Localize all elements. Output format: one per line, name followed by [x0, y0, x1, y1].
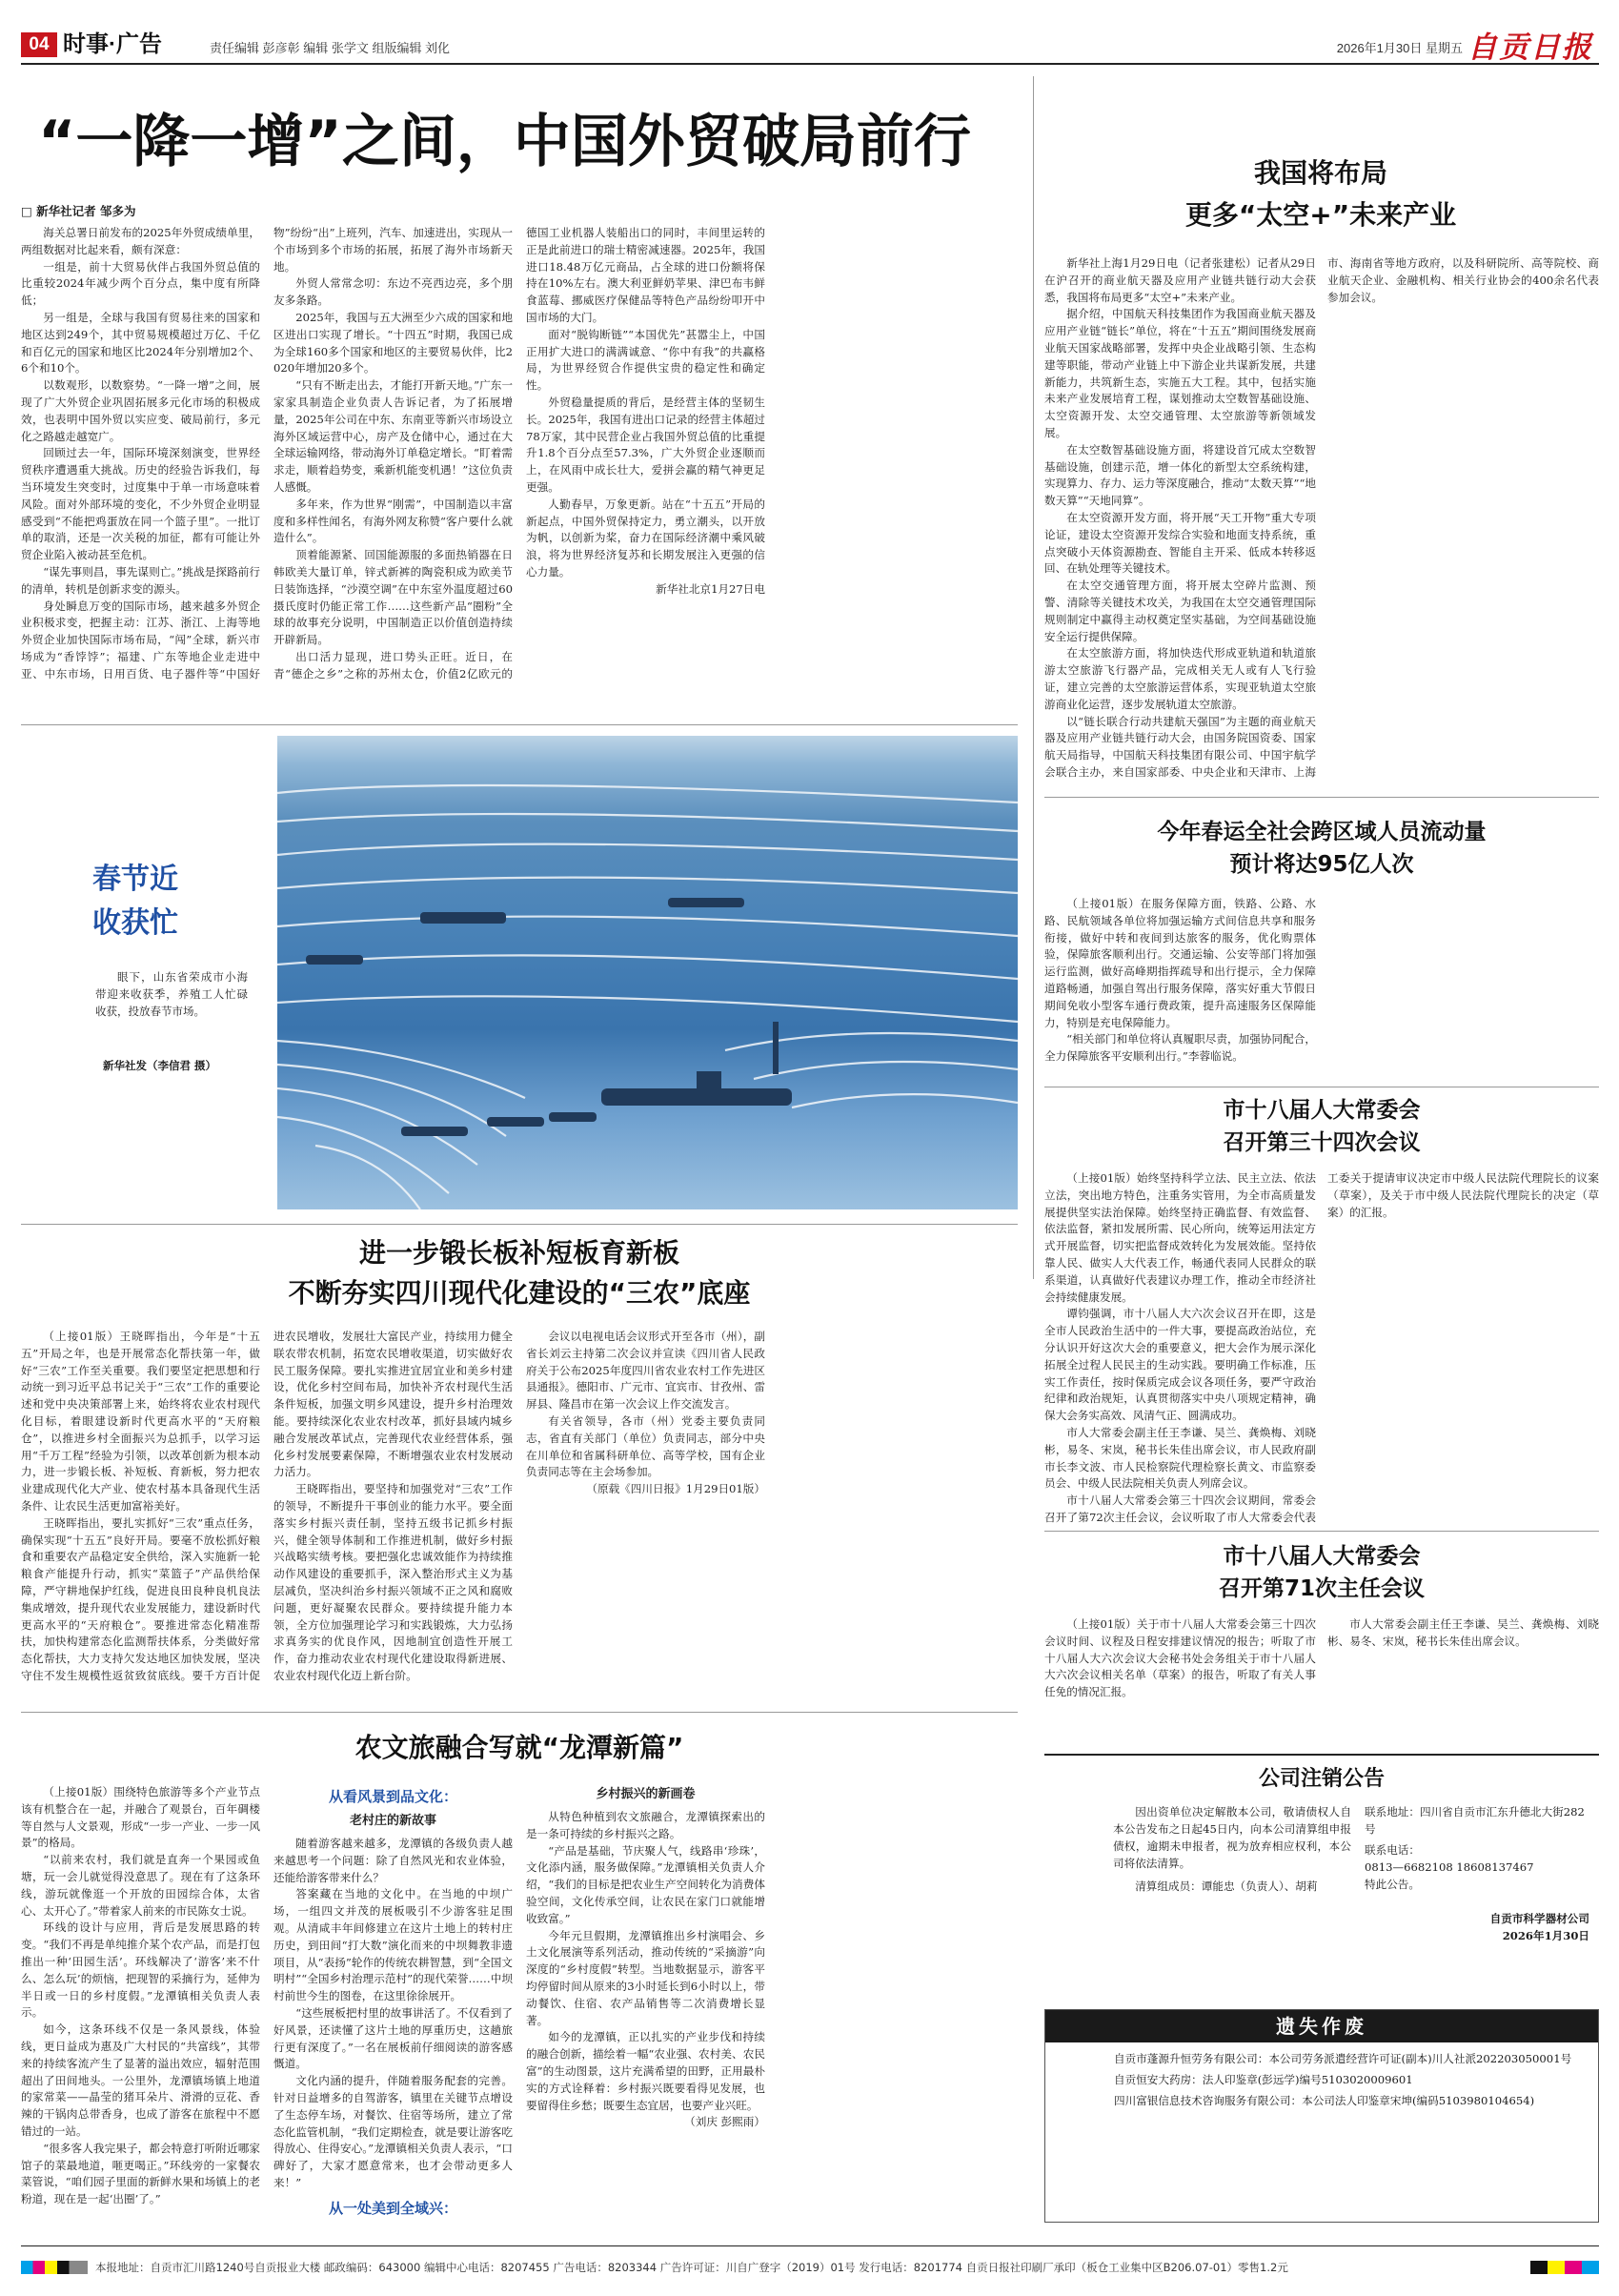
agri-body: （上接01版）王晓晖指出，今年是“十五五”开局之年，也是开展常态化帮扶第一年，做好“三农”工作至关重要。我们要坚定把思想和行动统一到习近平总书记关于“三农”工作的重要论述和党中央决策部署上来，始终将农业农村现代化目标，着眼建设新时代更高水平的“天府粮仓”，以推进乡村全面振兴为总抓手，以学习运用“千万工程”经验为引领，以改革创新为根本动力，进一步锻长板、补短板、育新板，努力把农业建成现代化大产业、使农村基本具备现代生活条件、让农民生活更加富裕美好。 王晓晖指出，要扎实抓好“三农”重点任务，确保实现“十五五”良好开局。要毫不放松抓好粮食和重要农产品稳定安全供给，深入实施新一轮粮食产能提升行动，抓实“菜篮子”产品供给保障，严守耕地保护红线，促进良田良种良机良法集成增效，提升现代农业发展能力，建设新时代更高水平的“天府粮仓”。要推进常态化精准帮扶，加快构建常态化监测帮扶体系，分类做好常态化帮扶，大力支持欠发达地区加快发展，坚决守住不发生规模性返贫致贫底线。要千方百计促进农民增收，发展壮大富民产业，持续用力健全联农带农机制，拓宽农民增收渠道，切实做好农民工服务保障。要扎实推进宜居宜业和美乡村建设，优化乡村空间布局，加快补齐农村现代生活条件短板，加强文明乡风建设，提升乡村治理效能。要持续深化农业农村改革，抓好县域内城乡融合发展改革试点，完善现代农业经营体系，强化乡村发展要素保障，不断增强农业农村发展动力活力。 王晓晖指出，要坚持和加强党对“三农”工作的领导，不断提升干事创业的能力水平。要全面落实乡村振兴责任制，坚持五级书记抓乡村振兴，健全领导体制和工作推进机制，做好乡村振兴战略实绩考核。要把强化忠诚效能作为持续推动作风建设的重要抓手，深入整治形式主义为基层减负，坚决纠治乡村振兴领域不正之风和腐败问题，更好凝聚农民群众。要持续提升能力本领，全方位加强理论学习和实践锻炼，大力弘扬求真务实的优良作风，因地制宜创造性开展工作，奋力推动农业农村现代化建设取得新进展、农业农村现代化迈上新台阶。 会议以电视电话会议形式开至各市（州），副省长刘云主持第二次会议并宣读《四川省人民政府关于公布2025年度四川省农业农村工作先进区县通报》。德阳市、广元市、宜宾市、甘孜州、雷屏县、隆昌市在第一次会议上作交流发言。 有关省领导，各市（州）党委主要负责同志，省直有关部门（单位）负责同志，部分中央在川单位和省属科研单位、高等学校，国有企业负责同志等在主会场参加。 （原载《四川日报》1月29日01版） — [21, 1330, 765, 1682]
editor-credits: 责任编辑 彭彦彰 编辑 张学文 组版编辑 刘化 — [210, 41, 451, 55]
culture-subhead-2: 从一处美到全域兴： — [328, 2199, 457, 2217]
notice-left: 因出资单位决定解散本公司，敬请债权人自本公告发布之日起45日内，向本公司清算组申报债权，逾期未申报者，视为放弃相应权利，本公司将依法清算。 清算组成员：谭能忠（负责人）、胡莉 — [1113, 1805, 1351, 1893]
culture-body: （上接01版）围绕特色旅游等多个产业节点该有机整合在一起，并融合了观景台，百年碉楼等自然与人文景观，形成“一步一产业、一步一风景”的格局。 “以前来农村，我们就是直奔一个果园或鱼塘，玩一会儿就觉得没意思了。现在有了这条环线，游玩就像逛一个开放的田园综合体，太省心、太开心了。”带着家人前来的市民陈女士说。 环线的设计与应用，背后是发展思路的转变。“我们不再是单纯推介某个农产品，而是打包推出一种‘田园生活’。环线解决了‘游客’来不什么、怎么玩’的烦恼，把现智的采摘行为，延伸为半日或一日的乡村度假。”龙潭镇相关负责人表示。 如今，这条环线不仅是一条风景线，体验线，更日益成为惠及广大村民的“共富线”，其带来的持续客流产生了显著的溢出效应，辐射范围超出了田间地头。一公里外，龙潭镇场镇上地道的家常菜——晶莹的猪耳朵片、滑滑的豆花、香辣的干锅肉总带香身，也成了游客在旅程中不愿错过的一站。 “很多客人我完果子，都会特意打听附近哪家馆子的菜最地道，咂更喝正。”环线旁的一家餐农菜管说，“咱们园子里面的新鲜水果和场镇上的老粉道，现在是一起‘出圈’了。” 从看风景到品文化： 老村庄的新故事 随着游客越来越多，龙潭镇的各级负责人越来越思考一个问题：除了自然风光和农业体验，还能给游客带来什么？ 答案藏在当地的文化中。在当地的中坝广场，一组四文并茂的展板吸引不少游客驻足围观。从清咸丰年间修建立在这片土地上的转村庄历史，到田间“打大数”演化而来的中坝舞教非遗项目，从“表扬”轮作的传统农耕智慧，到“全国文明村”“全国乡村治理示范村”的现代荣誉……中坝村前世今生的图卷，在这里徐徐展开。 “这些展板把村里的故事讲活了。不仅看到了好风景，还读懂了这片土地的厚重历史，这趟旅行更有深度了。”一名在展板前仔细阅读的游客感慨道。 文化内涵的提升，伴随着服务配套的完善。针对日益增多的自驾游客，镇里在关键节点增设了生态停车场，对餐饮、住宿等场所，建立了常态化监管机制，“我们定期检查，就是要让游客吃得放心、住得安心。”龙潭镇相关负责人表示，“口碑好了，大家才愿意常来，也才会带动更多人来！” 从一处美到全域兴： 乡村振兴的新画卷 从特色种植到农文旅融合，龙潭镇探索出的是一条可持续的乡村振兴之路。 “产品是基础，节庆聚人气，线路串‘珍珠’，文化添内涵，服务做保障。”龙潭镇相关负责人介绍，“我们的目标是把农业生产空间转化为消费体验空间，文化传承空间，让农民在家门口就能增收致富。” 今年元旦假期，龙潭镇推出乡村演唱会、乡土文化展演等系列活动，推动传统的“采摘游”向深度的“乡村度假”转型。当地数据显示，游客平均停留时间从原来的3小时延长到6小时以上，带动餐饮、住宿、农产品销售等二次消费增长显著。 如今的龙潭镇，正以扎实的产业步伐和持续的融合创新，描绘着一幅“农业强、农村美、农民富”的生动图景，这片充满希望的田野，正用最朴实的方式诠释着：乡村振兴既要看得见发展，也要留得住乡愁；既要生态宜居，也要产业兴旺。 （刘庆 彭熙雨） — [21, 1784, 1018, 2223]
divider-space — [1044, 797, 1599, 798]
divider-npc34 — [1044, 1531, 1599, 1532]
divider-photo-top — [21, 724, 1018, 725]
culture-subhead-2b: 乡村振兴的新画卷 — [596, 1787, 696, 1801]
footer-rule — [21, 2245, 1599, 2246]
trade-headline: “一降一增”之间，中国外贸破局前行 — [38, 109, 971, 175]
footer-info: 本报地址：自贡市汇川路1240号自贡报业大楼 邮政编码：643000 编辑中心电话：8207455 广告电话：8203344 广告许可证：川自广登字（2019）01号 发行电话：8201774 自贡日报社印刷厂承印（板仓工业集中区B206.07-01）零售1.2元 — [95, 2261, 1288, 2274]
column-divider — [1033, 76, 1034, 1279]
photo-text — [21, 734, 269, 1210]
trade-byline: □ 新华社记者 邹多为 — [21, 204, 136, 218]
culture-headline: 农文旅融合写就“龙潭新篇” — [354, 1732, 684, 1763]
npc34-body: （上接01版）始终坚持科学立法、民主立法、依法立法，突出地方特色，注重务实管用，为全市高质量发展提供坚实法治保障。始终坚持正确监督、有效监督、依法监督，紧扣发展所需、民心所向，统筹运用法定方式开展监督，切实把监督成效转化为发展效能。坚持依靠人民、做实人大代表工作，畅通代表同人民群众的联系渠道，认真做好代表建议办理工作，推动全市经济社会持续健康发展。 谭钧强调，市十八届人大六次会议召开在即，这是全市人民政治生活中的一件大事，要提高政治站位，充分认识开好这次大会的重要意义，把大会作为展示深化拓展全过程人民民主的生动实践。要明确工作标准，压实工作责任，按时保质完成会议各项任务，要严守政治纪律和政治规矩，认真贯彻落实中央八项规定精神，确保大会务实高效、风清气正、圆满成功。 市人大常委会副主任王李谦、吴兰、龚焕梅、刘晓彬，易冬、宋岚，秘书长朱佳出席会议，市人民政府副市长李文波、市人民检察院代理检察长黄文、市监察委员会、中级人民法院相关负责人列席会议。 市十八届人大常委会第三十四次会议期间，常委会召开了第72次主任会议，会议听取了市人大常委会代表工委关于提请审议决定市中级人民法院代理院长的议案（草案），及关于市中级人民法院代理院长的决定（草案）的汇报。 — [1044, 1171, 1599, 1524]
npc71-headline: 市十八届人大常委会 召开第71次主任会议 — [1218, 1544, 1425, 1601]
issue-date: 2026年1月30日 星期五 — [1336, 41, 1463, 55]
section-title: 时事·广告 — [63, 31, 162, 57]
lost-item: 自贡市蓬源升恒劳务有限公司：本公司劳务派遣经营许可证(副本)川人社派202203050001号 — [1114, 2052, 1572, 2065]
notice-right: 联系地址：四川省自贡市汇东升德北大街282号 联系电话： 0813—6682108 18608137467 特此公告。 自贡市科学器材公司 2026年1月30日 — [1365, 1805, 1589, 1942]
paper-logo: 自贡日报 — [1467, 30, 1593, 61]
lost-items — [1114, 2050, 1581, 2218]
color-registration-bars — [21, 2261, 88, 2274]
travel-body: （上接01版）在服务保障方面，铁路、公路、水路、民航领域各单位将加强运输方式间信息共享和服务衔接，做好中转和夜间到达旅客的服务，优化购票体验，保障旅客顺利出行。交通运输、公安等部门将加强运行监测，做好高峰期指挥疏导和出行提示，全力保障道路畅通，加强自驾出行服务保障，落实好重大节假日期间免收小型客车通行费政策，提升高速服务区保障能力，特别是充电保障能力。 “相关部门和单位将认真履职尽责，加强协同配合，全力保障旅客平安顺利出行。”李蓉临说。 — [1044, 897, 1316, 1064]
masthead-rule — [21, 63, 1599, 65]
culture-subhead-1: 从看风景到品文化： — [328, 1788, 457, 1805]
npc34-headline: 市十八届人大常委会 召开第三十四次会议 — [1223, 1098, 1421, 1155]
lost-title: 遗失作废 — [1045, 2010, 1598, 2042]
masthead — [0, 0, 1619, 61]
notice-box — [1044, 1754, 1599, 1994]
photo-title: 春节近 收获忙 — [92, 863, 178, 940]
space-body: 新华社上海1月29日电（记者张建松）记者从29日在沪召开的商业航天器及应用产业链共链行动大会获悉，我国将布局更多“太空+”未来产业。 据介绍，中国航天科技集团作为我国商业航天器及应用产业链“链长”单位，将在“十五五”期间围绕发展商业航天国家战略部署，发挥中央企业战略引领、生态构建等职能，带动产业链上中下游企业共谋新发展，共建新能力，共筑新生态，实施五大工程。其中，包括实施未来产业发展培育工程，谋划推动太空数智基础设施、太空资源开发、太空交通管理、太空旅游等新领域发展。 在太空数智基础设施方面，将建设首冗成太空数智基础设施，创建示范，增一体化的新型太空系统构建，实现算力、存力、运力等深度融合，推动“太数天算”“地数天算”“天地同算”。 在太空资源开发方面，将开展“天工开物”重大专项论证，建设太空资源开发综合实验和地面支持系统，重点突破小天体资源勘查、智能自主开采、低成本转移返回、在轨处理等关键技术。 在太空交通管理方面，将开展太空碎片监测、预警、清除等关键技术攻关，为我国在太空交通管理国际规则制定中赢得主动权奠定坚实基础，为空间基础设施安全运行提供保障。 在太空旅游方面，将加快迭代形成亚轨道和轨道旅游太空旅游飞行器产品，完成相关无人或有人飞行验证，建立完善的太空旅游运营体系，实现亚轨道太空旅游商业化运营，逐步发展轨道太空旅游。 以“链长联合行动共建航天强国”为主题的商业航天器及应用产业链共链行动大会，由国务院国资委、国家航天局指导，中国航天科技集团有限公司、中国宇航学会联合主办，来自国家部委、中央企业和天津市、上海市、海南省等地方政府，以及科研院所、高等院校、商业航天企业、金融机构、相关行业协会的400余名代表参加会议。 — [1044, 256, 1599, 779]
space-headline: 我国将布局 更多“太空+”未来产业 — [1184, 157, 1457, 231]
lost-item: 自贡恒安大药房：法人印鉴章(彭远学)编号5103020009601 — [1114, 2073, 1413, 2086]
culture-subhead-1b: 老村庄的新故事 — [349, 1814, 436, 1828]
page-number: 04 — [21, 32, 57, 57]
notice-title: 公司注销公告 — [1258, 1767, 1385, 1791]
photo-caption: 眼下，山东省荣成市小海带迎来收获季，养殖工人忙碌收获，投放春节市场。 — [95, 970, 248, 1018]
kelp-harvest-photo — [277, 736, 1018, 1209]
travel-headline: 今年春运全社会跨区域人员流动量 预计将达95亿人次 — [1157, 820, 1487, 877]
photo-credit: 新华社发（李信君 摄） — [103, 1059, 217, 1072]
lost-item: 四川富银信息技术咨询服务有限公司：本公司法人印鉴章宋坤(编码5103980104654) — [1114, 2094, 1535, 2107]
color-registration-bars — [1530, 2261, 1599, 2274]
divider-culture — [21, 1712, 1018, 1713]
agri-headline: 进一步锻长板补短板育新板 不断夯实四川现代化建设的“三农”底座 — [288, 1237, 751, 1309]
npc71-body: （上接01版）关于市十八届人大常委会第三十四次会议时间、议程及日程安排建议情况的报告；听取了市十八届人大六次会议大会秘书处会务组关于市十八届人大六次会议相关名单（草案）的报告，听取了有关人事任免的情况汇报。 市人大常委会副主任王李谦、吴兰、龚焕梅、刘晓彬、易冬、宋岚，秘书长朱佳出席会议。 — [1044, 1617, 1599, 1699]
trade-body: 海关总署日前发布的2025年外贸成绩单里，两组数据对比起来看，颇有深意： 一组是，前十大贸易伙伴占我国外贸总值的比重较2024年减少两个百分点，集中度有所降低； 另一组是，全球与我国有贸易往来的国家和地区达到249个，其中贸易规模超过万亿、千亿和百亿元的国家和地区比2024年分别增加2个、6个和10个。 以数观形，以数察势。“一降一增”之间，展现了广大外贸企业巩固拓展多元化市场的积极成效，也表明中国外贸以实应变、破局前行，多元化之路越走越宽广。 回顾过去一年，国际环境深刻演变，世界经贸秩序遭遇重大挑战。历史的经验告诉我们，每当环境发生突变时，过度集中于单一市场意味着风险。面对外部环境的变化，不少外贸企业明显感受到“不能把鸡蛋放在同一个篮子里”。一批订单的取消，还是一次关税的加征，都有可能让外贸企业陷入被动甚至危机。 “谋先事则昌，事先谋则亡。”挑战是探路前行的清单，转机是创新求变的源头。 身处瞬息万变的国际市场，越来越多外贸企业积极求变，把握主动：江苏、浙江、上海等地外贸企业加快国际市场布局，“闯”全球，新兴市场成为“香饽饽”；福建、广东等地企业走进中亚、中东市场，日用百货、电子器件等“中国好物”纷纷“出”上班列，汽车、加速进出，实现从一个市场到多个市场的拓展，拓展了海外市场新天地。 外贸人常常念叨：东边不亮西边亮，多个朋友多条路。 2025年，我国与五大洲至少六成的国家和地区进出口实现了增长。“十四五”时期，我国已成为全球160多个国家和地区的主要贸易伙伴，比2020年增加20多个。 “只有不断走出去，才能打开新天地。”广东一家家具制造企业负责人告诉记者，为了拓展增量，2025年公司在中东、东南亚等新兴市场设立海外区域运营中心，房产及仓储中心，通过在大全球运输网络，带动海外订单稳定增长。“盯着需求走，顺着趋势变，乘新机能变机遇！”这位负责人感慨。 多年来，作为世界“刚需”，中国制造以丰富度和多样性闻名，有海外网友称赞“客户要什么就造什么”。 顶着能源紧、回国能源服的多面热销器在日韩欧美大量订单，锌式新裤的陶瓷积成为欧美节日装饰选择，“沙漠空调”在中东室外温度超过60摄氏度时仍能正常工作……这些新产品“圈粉”全球的故事充分说明，中国制造正以价值创造持续开辟新局。 出口活力显现，进口势头正旺。近日，在青“德企之乡”之称的苏州太仓，价值2亿欧元的德国工业机器人装船出口的同时，丰间里运转的正是此前进口的瑞士精密减速器。2025年，我国进口18.48万亿元商品，占全球的进口份额将保持在10%左右。澳大利亚鲜奶苹果、津巴布韦鲜食蓝莓、挪威医疗保健品等特色产品纷纷叩开中国市场的大门。 面对“脱钩断链”“本国优先”甚嚣尘上，中国正用扩大进口的满满诚意、“你中有我”的共赢格局，为世界经贸合作提供宝贵的稳定性和确定性。 外贸稳量提质的背后，是经营主体的坚韧生长。2025年，我国有进出口记录的经营主体超过78万家，其中民营企业占我国外贸总值的比重提升1.8个百分点至57.3%，广大外贸企业逐顺而上，在风雨中成长壮大，爱拼会赢的精气神更足更强。 人勤春早，万象更新。站在“十五五”开局的新起点，中国外贸保持定力，勇立潮头，以开放为帆，以创新为桨，奋力在国际经济潮中乘风破浪，将为世界经济复苏和长期发展注入更强的信心力量。 新华社北京1月27日电 — [21, 226, 765, 681]
divider-agri — [21, 1224, 1018, 1225]
lost-box — [1044, 2009, 1599, 2223]
